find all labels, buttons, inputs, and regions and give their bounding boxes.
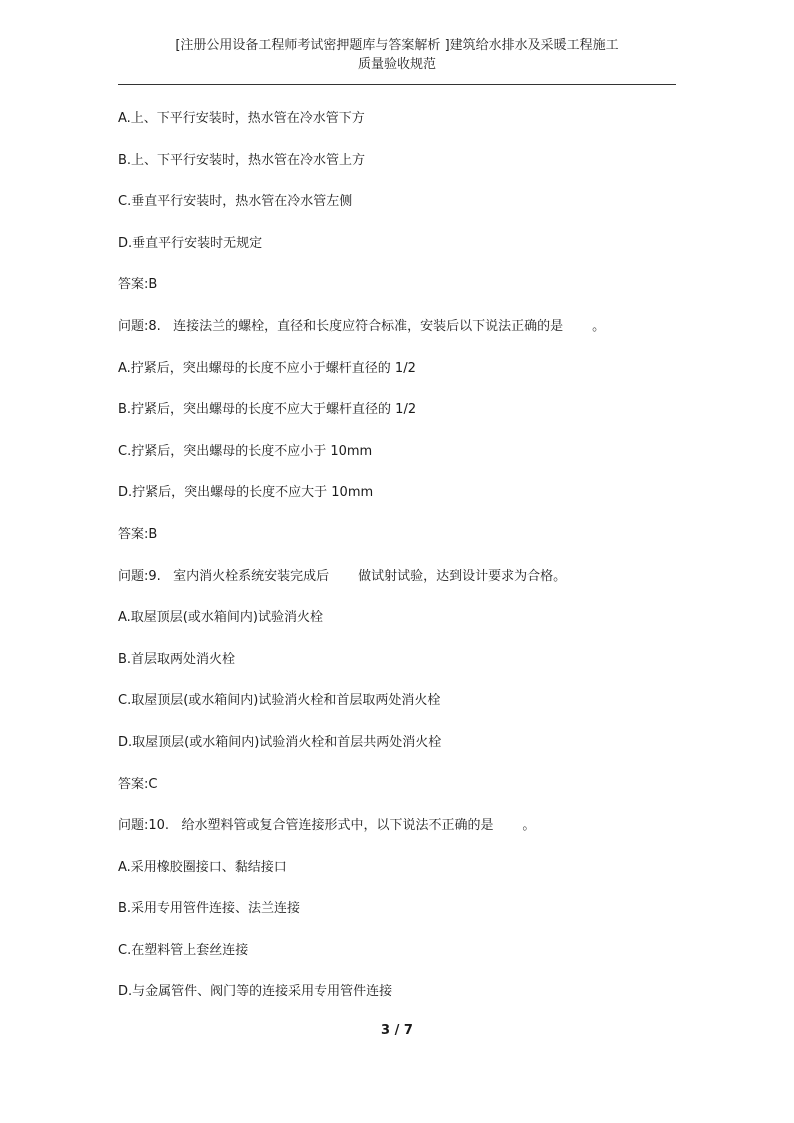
question-9: 问题:9. 室内消火栓系统安装完成后 做试射试验，达到设计要求为合格。: [118, 568, 567, 584]
option-a: A.取屋顶层(或水箱间内)试验消火栓: [118, 610, 323, 626]
header-title-line2: 质量验收规范: [357, 57, 436, 72]
option-c: C.在塑料管上套丝连接: [118, 942, 249, 958]
option-c: C.垂直平行安装时，热水管在冷水管左侧: [118, 194, 353, 210]
answer: 答案:B: [118, 277, 158, 293]
option-d: D.与金属管件、阀门等的连接采用专用管件连接: [118, 984, 393, 1000]
page-header: [118, 36, 676, 74]
option-a: A.采用橡胶圈接口、黏结接口: [118, 859, 287, 875]
option-a: A.上、下平行安装时，热水管在冷水管下方: [118, 111, 365, 126]
option-b: B.采用专用管件连接、法兰连接: [118, 901, 301, 917]
option-b: B.首层取两处消火栓: [118, 651, 236, 667]
question-8: 问题:8. 连接法兰的螺栓，直径和长度应符合标准，安装后以下说法正确的是 。: [118, 318, 606, 334]
answer: 答案:C: [118, 776, 158, 792]
header-divider: [118, 84, 676, 85]
option-d: D.垂直平行安装时无规定: [118, 235, 263, 251]
option-a: A.拧紧后，突出螺母的长度不应小于螺杆直径的 1/2: [118, 360, 416, 376]
option-b: B.上、下平行安装时，热水管在冷水管上方: [118, 152, 366, 168]
option-d: D.取屋顶层(或水箱间内)试验消火栓和首层共两处消火栓: [118, 734, 442, 750]
header-title-line1: [注册公用设备工程师考试密押题库与答案解析 ]建筑给水排水及采暖工程施工: [175, 38, 619, 53]
option-c: C.拧紧后，突出螺母的长度不应小于 10mm: [118, 443, 373, 459]
question-10: 问题:10. 给水塑料管或复合管连接形式中，以下说法不正确的是 。: [118, 818, 536, 834]
answer: 答案:B: [118, 526, 158, 542]
option-d: D.拧紧后，突出螺母的长度不应大于 10mm: [118, 485, 374, 501]
document-body: [118, 109, 678, 1024]
option-b: B.拧紧后，突出螺母的长度不应大于螺杆直径的 1/2: [118, 402, 417, 418]
page-number: 3 / 7: [381, 1023, 413, 1038]
option-c: C.取屋顶层(或水箱间内)试验消火栓和首层取两处消火栓: [118, 693, 441, 709]
